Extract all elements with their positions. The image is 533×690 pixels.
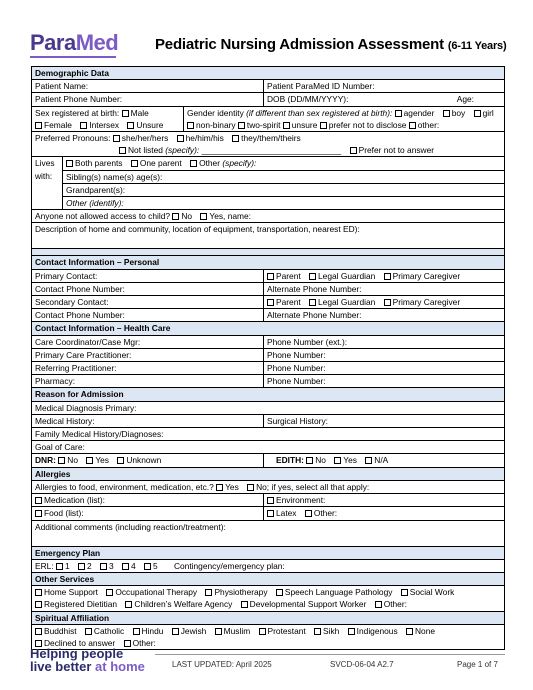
option-label: 4	[130, 560, 136, 571]
paramed-logo	[30, 30, 118, 56]
option-label: two-spirit	[246, 119, 281, 130]
section-heading: Other Services	[35, 573, 95, 584]
option-label: Other	[199, 158, 221, 169]
grandparents-field[interactable]: Grandparent(s):	[63, 183, 504, 196]
tagline-line2a: live better	[30, 659, 92, 674]
option-label: Prefer not to answer	[358, 145, 435, 156]
checkbox[interactable]	[215, 628, 222, 635]
option-label: Catholic	[93, 625, 125, 636]
row-primary-practitioner	[32, 348, 504, 361]
age-label: Age:	[456, 94, 474, 105]
checkbox[interactable]	[406, 628, 413, 635]
row-allergy-question	[32, 480, 504, 493]
option-label: Female	[44, 119, 72, 130]
row-referring-practitioner	[32, 361, 504, 374]
checkbox[interactable]	[267, 273, 274, 280]
option-label: No	[181, 211, 193, 222]
checkbox[interactable]	[348, 628, 355, 635]
checkbox[interactable]	[172, 628, 179, 635]
option-label: 5	[152, 560, 158, 571]
checkbox[interactable]	[35, 628, 42, 635]
primary-contact-field[interactable]: Primary Contact:	[35, 270, 98, 281]
checkbox[interactable]	[133, 628, 140, 635]
phone-field[interactable]: Phone Number:	[263, 362, 504, 374]
checkbox[interactable]	[172, 213, 179, 220]
row-medication-env	[32, 493, 504, 506]
logo-underline	[30, 56, 116, 58]
checkbox[interactable]	[247, 484, 254, 491]
option-label: Other:	[313, 508, 338, 519]
row-not-allowed	[32, 209, 504, 222]
contingency-label: Contingency/emergency plan:	[173, 560, 285, 571]
option-label: Unknown	[126, 455, 162, 466]
option-label: Jewish	[180, 625, 207, 636]
checkbox[interactable]	[232, 135, 239, 142]
contact-phone-field[interactable]: Contact Phone Number:	[35, 310, 125, 321]
family-history-field[interactable]: Family Medical History/Diagnoses:	[35, 429, 164, 440]
page-title	[155, 36, 506, 53]
checkbox[interactable]	[119, 147, 126, 154]
checkbox[interactable]	[305, 510, 312, 517]
option-label: No; if yes, select all that apply:	[256, 481, 370, 492]
checkbox[interactable]	[365, 457, 372, 464]
phone-field[interactable]: Phone Number:	[263, 375, 504, 387]
option-label: Parent	[276, 270, 301, 281]
phone-field[interactable]: Phone Number (ext.):	[263, 336, 504, 348]
option-label: Both parents	[75, 158, 123, 169]
checkbox[interactable]	[309, 299, 316, 306]
option-label: non-binary	[196, 119, 236, 130]
checkbox[interactable]	[144, 563, 151, 570]
lives-label: Lives with:	[32, 157, 63, 209]
contact-phone-field[interactable]: Contact Phone Number:	[35, 283, 125, 294]
row-goal	[32, 440, 504, 453]
blank-line[interactable]: ______________________________	[201, 145, 342, 156]
checkbox[interactable]	[267, 510, 274, 517]
last-updated: LAST UPDATED: April 2025	[172, 660, 272, 669]
row-contact-phone-2	[32, 308, 504, 321]
checkbox[interactable]	[113, 135, 120, 142]
option-label: Developmental Support Worker	[249, 599, 367, 610]
option-label: Declined to answer	[44, 637, 116, 648]
diagnosis-field[interactable]: Medical Diagnosis Primary:	[35, 402, 137, 413]
checkbox[interactable]	[306, 457, 313, 464]
not-allowed-label: Anyone not allowed access to child?	[35, 211, 171, 222]
checkbox[interactable]	[80, 122, 87, 129]
secondary-contact-field[interactable]: Secondary Contact:	[35, 297, 109, 308]
referring-practitioner-field[interactable]: Referring Practitioner:	[35, 363, 117, 374]
option-label: Yes	[343, 455, 357, 466]
row-diagnosis	[32, 401, 504, 414]
option-label: Primary Caregiver	[392, 270, 461, 281]
checkbox[interactable]	[309, 273, 316, 280]
checkbox[interactable]	[267, 299, 274, 306]
edith-label: EDITH:	[276, 455, 304, 466]
dob-label: DOB (DD/MM/YYYY):	[267, 94, 349, 105]
checkbox[interactable]	[443, 110, 450, 117]
section-spiritual-header	[32, 611, 504, 624]
checkbox[interactable]	[117, 457, 124, 464]
row-pronouns	[32, 131, 504, 156]
row-home-desc	[32, 222, 504, 248]
medical-history-field[interactable]: Medical History:	[35, 415, 95, 426]
row-comments	[32, 520, 504, 546]
option-label: unsure	[291, 119, 318, 130]
phone-field[interactable]: Phone Number:	[263, 349, 504, 361]
checkbox[interactable]	[314, 628, 321, 635]
option-label: One parent	[139, 158, 182, 169]
option-label: Legal Guardian	[318, 297, 376, 308]
section-services-header	[32, 572, 504, 585]
checkbox[interactable]	[401, 589, 408, 596]
option-label: Indigenous	[356, 625, 398, 636]
coordinator-field[interactable]: Care Coordinator/Case Mgr:	[35, 336, 141, 347]
option-label: Parent	[276, 297, 301, 308]
checkbox[interactable]	[106, 589, 113, 596]
spacer	[32, 248, 504, 255]
checkbox[interactable]	[334, 457, 341, 464]
siblings-field[interactable]: Sibling(s) name(s) age(s):	[63, 170, 504, 183]
sex-label: Sex registered at birth:	[35, 107, 120, 118]
checkbox[interactable]	[35, 601, 42, 608]
home-desc-field[interactable]: Description of home and community, location of equipment, transportation, nearest ED):	[35, 224, 360, 235]
row-dnr-edith	[32, 453, 504, 466]
option-label: Unsure	[136, 119, 164, 130]
option-label: Buddhist	[44, 625, 77, 636]
section-heading: Allergies	[35, 468, 71, 479]
pronouns-label: Preferred Pronouns:	[35, 133, 111, 144]
checkbox[interactable]	[58, 457, 65, 464]
row-name	[32, 79, 504, 92]
option-label: Children’s Welfare Agency	[134, 599, 233, 610]
lives-with-block	[32, 156, 504, 209]
checkbox[interactable]	[127, 122, 134, 129]
checkbox[interactable]	[276, 589, 283, 596]
row-history	[32, 414, 504, 427]
option-label: Environment:	[276, 495, 326, 506]
option-label: girl	[482, 107, 494, 118]
option-label: Latex	[276, 508, 297, 519]
checkbox[interactable]	[283, 122, 290, 129]
dob-field[interactable]	[263, 93, 504, 105]
checkbox[interactable]	[238, 122, 245, 129]
specify-note: (specify):	[222, 158, 257, 169]
lives-rows	[63, 157, 504, 209]
option-label: 2	[86, 560, 92, 571]
option-label: None	[414, 625, 436, 636]
checkbox[interactable]	[86, 457, 93, 464]
title-sub: (6-11 Years)	[447, 40, 507, 52]
doc-code: SVCD-06-04 A2.7	[330, 660, 394, 669]
option-label: he/him/his	[185, 133, 224, 144]
checkbox[interactable]	[35, 122, 42, 129]
alt-phone-field[interactable]: Alternate Phone Number:	[263, 283, 504, 295]
lives-options	[63, 157, 504, 169]
option-label: Social Work	[409, 587, 455, 598]
checkbox[interactable]	[375, 601, 382, 608]
footer-tagline	[30, 647, 145, 673]
option-label: prefer not to disclose	[328, 119, 407, 130]
surgical-history-field[interactable]: Surgical History:	[263, 415, 504, 427]
checkbox[interactable]	[259, 628, 266, 635]
checkbox[interactable]	[177, 135, 184, 142]
option-label: Registered Dietitian	[44, 599, 118, 610]
section-contact-personal-header	[32, 255, 504, 268]
option-label: they/them/theirs	[241, 133, 301, 144]
alt-phone-field[interactable]: Alternate Phone Number:	[263, 309, 504, 321]
option-label: 1	[64, 560, 70, 571]
option-label: Other:	[132, 637, 156, 648]
option-label: she/her/hers	[121, 133, 169, 144]
logo-text-para: Para	[30, 30, 76, 55]
option-label: agender	[403, 107, 435, 118]
checkbox[interactable]	[78, 563, 85, 570]
checkbox[interactable]	[85, 628, 92, 635]
row-contact-phone	[32, 282, 504, 295]
section-heading: Emergency Plan	[35, 547, 101, 558]
checkbox[interactable]	[66, 160, 73, 167]
patient-phone-field[interactable]: Patient Phone Number:	[35, 94, 123, 105]
pharmacy-field[interactable]: Pharmacy:	[35, 376, 76, 387]
section-heading: Demographic Data	[35, 68, 109, 78]
checkbox[interactable]	[190, 160, 197, 167]
primary-practitioner-field[interactable]: Primary Care Practitioner:	[35, 349, 132, 360]
checkbox[interactable]	[395, 110, 402, 117]
checkbox[interactable]	[267, 497, 274, 504]
option-label: Food (list):	[44, 508, 84, 519]
checkbox[interactable]	[205, 589, 212, 596]
checkbox[interactable]	[124, 640, 131, 647]
section-emergency-header	[32, 546, 504, 559]
option-label: Home Support	[44, 587, 98, 598]
checkbox[interactable]	[409, 122, 416, 129]
checkbox[interactable]	[122, 110, 129, 117]
option-label: Male	[130, 107, 149, 118]
option-label: Physiotherapy	[214, 587, 268, 598]
patient-name-field[interactable]: Patient Name:	[35, 81, 89, 92]
patient-id-field[interactable]: Patient ParaMed ID Number:	[263, 80, 504, 92]
option-label: Muslim	[223, 625, 251, 636]
tagline-line1: Helping people	[30, 646, 124, 661]
option-label: Legal Guardian	[318, 270, 376, 281]
title-main: Pediatric Nursing Admission Assessment	[155, 36, 444, 53]
option-label: No	[67, 455, 78, 466]
checkbox[interactable]	[100, 563, 107, 570]
assessment-form	[31, 66, 505, 650]
checkbox[interactable]	[131, 160, 138, 167]
gender-cell	[183, 107, 504, 131]
checkbox[interactable]	[187, 122, 194, 129]
gender-note: (if different than sex registered at birth):	[246, 107, 393, 118]
pronouns-cell	[32, 132, 504, 156]
checkbox[interactable]	[122, 563, 129, 570]
option-label: Not listed	[128, 145, 163, 156]
option-label: Occupational Therapy	[115, 587, 198, 598]
section-allergies-header	[32, 467, 504, 480]
row-coordinator	[32, 335, 504, 348]
row-food-latex	[32, 506, 504, 519]
specify-note: (specify):	[165, 145, 200, 156]
dnr-label: DNR:	[35, 455, 56, 466]
comments-field[interactable]: Additional comments (including reaction/treatment):	[35, 521, 226, 532]
option-label: 3	[108, 560, 114, 571]
goal-field[interactable]: Goal of Care:	[35, 442, 85, 453]
row-services	[32, 585, 504, 610]
tagline-line2b: at home	[95, 659, 145, 674]
option-label: boy	[451, 107, 466, 118]
section-demographic-header	[32, 67, 504, 79]
checkbox[interactable]	[200, 213, 207, 220]
option-label: N/A	[374, 455, 389, 466]
checkbox[interactable]	[35, 497, 42, 504]
section-contact-health-header	[32, 321, 504, 334]
option-label: No	[315, 455, 326, 466]
option-label: Sikh	[323, 625, 340, 636]
section-heading: Contact Information – Health Care	[35, 323, 171, 334]
checkbox[interactable]	[35, 589, 42, 596]
checkbox[interactable]	[320, 122, 327, 129]
option-label: Protestant	[267, 625, 306, 636]
page-number: Page 1 of 7	[457, 660, 498, 669]
checkbox[interactable]	[35, 510, 42, 517]
erl-label: ERL:	[35, 560, 54, 571]
row-secondary-contact	[32, 295, 504, 308]
option-label: Yes	[95, 455, 109, 466]
checkbox[interactable]	[56, 563, 63, 570]
row-primary-contact	[32, 269, 504, 282]
sex-cell	[32, 107, 183, 131]
option-label: Medication (list):	[44, 495, 105, 506]
checkbox[interactable]	[384, 273, 391, 280]
option-label: Yes, name:	[209, 211, 251, 222]
option-label: Intersex	[89, 119, 120, 130]
checkbox[interactable]	[350, 147, 357, 154]
row-sex-gender	[32, 106, 504, 131]
checkbox[interactable]	[241, 601, 248, 608]
gender-label: Gender identity	[187, 107, 244, 118]
row-erl	[32, 559, 504, 572]
checkbox[interactable]	[474, 110, 481, 117]
allergy-question: Allergies to food, environment, medication, etc.?	[35, 481, 214, 492]
row-pharmacy	[32, 374, 504, 387]
option-label: Yes	[225, 481, 239, 492]
section-heading: Contact Information – Personal	[35, 257, 160, 268]
section-heading: Spiritual Affiliation	[35, 612, 110, 623]
other-identify-field[interactable]: Other (identify):	[63, 196, 504, 209]
section-heading: Reason for Admission	[35, 389, 124, 400]
row-family	[32, 427, 504, 440]
checkbox[interactable]	[384, 299, 391, 306]
option-label: Hindu	[141, 625, 164, 636]
row-phone	[32, 92, 504, 105]
option-label: Other:	[383, 599, 407, 610]
option-label: Speech Language Pathology	[284, 587, 393, 598]
checkbox[interactable]	[216, 484, 223, 491]
checkbox[interactable]	[125, 601, 132, 608]
option-label: Primary Caregiver	[392, 297, 461, 308]
footer-divider	[155, 654, 505, 655]
logo-text-med: Med	[75, 30, 119, 55]
option-label: other:	[417, 119, 440, 130]
section-admission-header	[32, 387, 504, 400]
